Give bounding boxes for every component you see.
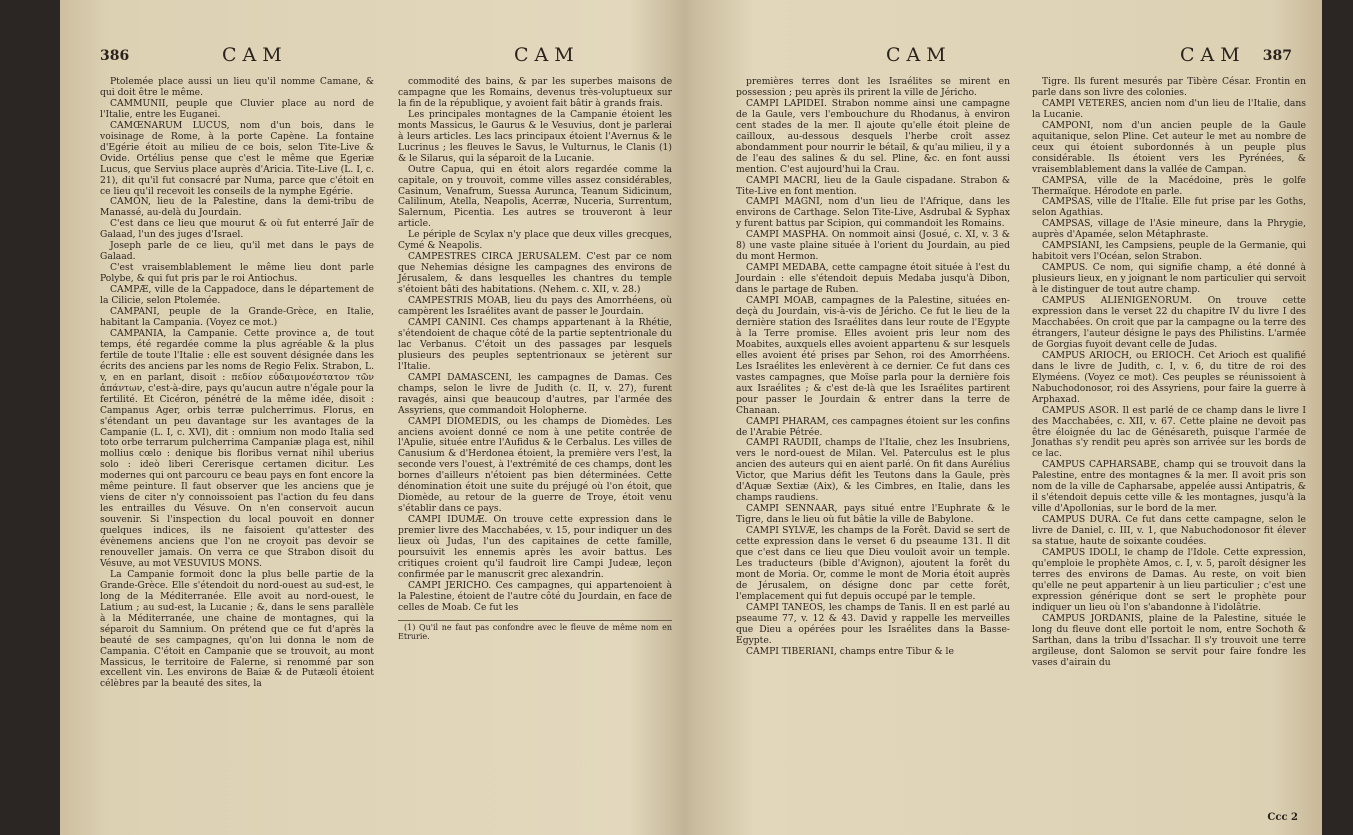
entry-paragraph: CAMPUS CAPHARSABE, champ qui se trouvoit dans la Palestine, entre des montagnes & la mer. Il avoit pris son nom de la ville de Capharsabe, appelée aussi Antipatris, & il s'étendoit depuis cette ville & les montagnes, jusqu'à la ville d'Apollonias, sur le bord de la mer. (1032, 459, 1306, 515)
entry-paragraph: Les principales montagnes de la Campanie étoient les monts Massicus, le Gaurus & le Vesuvius, dont je parlerai à leurs articles. Les lacs principaux étoient l'Avernus & le Lucrinus ; les fleuves le Savus, le Vulturnus, le Clanis (1) & le Silarus, qui la séparoit de la Lucanie. (398, 108, 672, 164)
entry-paragraph: CAMPUS DURA. Ce fut dans cette campagne, selon le livre de Daniel, c. III, v. 1, que Nabuchodonosor fit élever sa statue, haute de soixante coudées. (1032, 514, 1306, 548)
entry-paragraph: CAMPI MOAB, campagnes de la Palestine, situées en-deçà du Jourdain, vis-à-vis de Jéricho. Ce fut le lieu de la dernière station des Israélites dans leur route de l'Egypte à la Terre promise. Elles avoient pris leur nom des Moabites, auxquels elles avoient appartenu & sur lesquels elles avoient été prises par Sehon, roi des Amorrhéens. Les Israélites les enlevèrent à ce dernier. Ce fut dans ces vastes campagnes, que Moïse parla pour la dernière fois aux Israélites ; & c'est de-là que les Israélites partirent pour passer le Jourdain & entrer dans la terre de Chanaan. (736, 295, 1010, 416)
entry-paragraph: CAMPUS ASOR. Il est parlé de ce champ dans le livre I des Macchabées, c. XII, v. 67. Cette plaine ne devoit pas être éloignée du lac de Génésareth, puisque l'armée de Jonathas s'y rendit peu après son arrivée sur les bords de ce lac. (1032, 404, 1306, 460)
right-page-column-2 (1032, 77, 1306, 668)
entry-paragraph: CAMPI SYLVÆ, les champs de la Forêt. David se sert de cette expression dans le verset 6 du pseaume 131. Il dit que c'est dans ce lieu que Dieu vouloit avoir un temple. Les traducteurs (bible d'Avignon), ajoutent la forêt du mont de Moria. Or, comme le mont de Moria étoit auprès de Jérusalem, on désigne donc par cette forêt, l'emplacement qui fut depuis occupé par le temple. (736, 525, 1010, 602)
entry-paragraph: CAMPUS IDOLI, le champ de l'Idole. Cette expression, qu'emploie le prophète Amos, c. I, v. 5, paroît désigner les terres des environs de Damas. Au reste, on voit bien qu'elle ne peut appartenir à un lieu particulier ; c'est une expression générique dont se sert le prophète pour indiquer un lieu où l'on s'abandonne à l'idolâtrie. (1032, 546, 1306, 613)
entry-paragraph: CAMPI MASPHA. On nommoit ainsi (Josué, c. XI, v. 3 & 8) une vaste plaine située à l'orient du Jourdain, au pied du mont Hermon. (736, 229, 1010, 263)
signature-mark: Ccc 2 (1267, 812, 1298, 823)
entry-paragraph: CAMPSAS, ville de l'Italie. Elle fut prise par les Goths, selon Agathias. (1032, 196, 1306, 219)
entry-paragraph: CAMPSAS, village de l'Asie mineure, dans la Phrygie, auprès d'Apamée, selon Métaphraste. (1032, 218, 1306, 241)
page-number-right: 387 (1262, 48, 1292, 64)
entry-paragraph: CAMPESTRES CIRCA JERUSALEM. C'est par ce nom que Nehemias désigne les campagnes des environs de Jérusalem, & dans lesquelles les chantres du temple s'étoient bâti des habitations. (Nehem. c. XII, v. 28.) (398, 251, 672, 296)
entry-paragraph: CAMPI TANEOS, les champs de Tanis. Il en est parlé au pseaume 77, v. 12 & 43. David y rappelle les merveilles que Dieu a opérées pour les Israélites dans la Basse-Egypte. (736, 601, 1010, 646)
running-head-left-col2: CAM (514, 44, 580, 66)
entry-paragraph: CAMPI DAMASCENI, les campagnes de Damas. Ces champs, selon le livre de Judith (c. II, v. 27), furent ravagés, ainsi que beaucoup d'autres, par l'armée des Assyriens, que commandoit Holopherne. (398, 371, 672, 416)
entry-paragraph: CAMPI DIOMEDIS, ou les champs de Diomèdes. Les anciens avoient donné ce nom à une petite contrée de l'Apulie, située entre l'Aufidus & le Cerbalus. Les villes de Canusium & d'Herdonea étoient, la première vers l'est, la seconde vers l'ouest, à l'extrémité de ces champs, dont les bornes d'ailleurs n'étoient pas bien déterminées. Cette dénomination étoit une suite du préjugé où l'on étoit, que Diomède, au retour de la guerre de Troye, étoit venu s'établir dans ce pays. (398, 415, 672, 515)
running-head-right-col1: CAM (886, 44, 952, 66)
entry-paragraph: La Campanie formoit donc la plus belle partie de la Grande-Grèce. Elle s'étendoit du nord-ouest au sud-est, le long de la Méditerranée. Elle avoit au nord-ouest, le Latium ; au sud-est, la Lucanie ; &, dans le sens parallèle à la Méditerranée, une chaine de montagnes, qui la séparoit du Samnium. On prétend que ce fut d'après la beauté de ses campagnes, qu'on lui donna le nom de Campania. C'étoit en Campanie que se trouvoit, au mont Massicus, le territoire de Falerne, si renommé par son excellent vin. Les environs de Baiæ & de Putæoli étoient célèbres par la beauté des sites, la (100, 568, 374, 690)
entry-paragraph: CAMPI TIBERIANI, champs entre Tibur & le (746, 645, 954, 657)
entry-paragraph: CAMPANIA, la Campanie. Cette province a, de tout temps, été regardée comme la plus agréable & la plus fertile de toute l'Italie : elle est souvent désignée dans les écrits des anciens par les noms de Regio Felix. Strabon, L. v, en en parlant, disoit : πεδίον εὐδαιμονέστατον τῶν ἁπάντων, c'est-à-dire, pays qu'aucun autre n'égale pour la fertilité. Et Cicéron, pénétré de la même idée, disoit : Campanus Ager, orbis terræ pulcherrimus. Florus, en s'étendant un peu davantage sur les avantages de la Campanie (L. I, c. XVI), dit : omnium non modo Italia sed toto orbe terrarum pulcherrima Campaniæ plaga est, nihil mollius cœlo : denique bis floribus vernat nihil uberius solo : ideò liberi Cererisque certamen dicitur. Les modernes qui ont parcouru ce beau pays en font encore la même peinture. Il faut observer que les anciens que je viens de citer n'y connoissoient pas l'action du feu dans les entrailles du Vésuve. On n'en conservoit aucun souvenir. Si l'inspection du local pouvoit en donner quelques indices, ils ne faisoient qu'attester des évènemens anciens que l'on ne croyoit pas devoir se renouveller jamais. On verra ce que Strabon disoit du Vésuve, au mot VESUVIUS MONS. (100, 327, 374, 569)
entry-paragraph: CAMPUS JORDANIS, plaine de la Palestine, située le long du fleuve dont elle portoit le nom, entre Sochoth & Sarthan, dans la tribu d'Issachar. Il s'y trouvoit une terre argileuse, dont Salomon se servit pour faire fondre les vases d'airain du (1032, 612, 1306, 668)
footnote (398, 620, 672, 642)
entry-paragraph: CAMPI MAGNI, nom d'un lieu de l'Afrique, dans les environs de Carthage. Selon Tite-Live, Asdrubal & Syphax y furent battus par Scipion, qui commandoit les Romains. (736, 196, 1010, 230)
entry-paragraph: commodité des bains, & par les superbes maisons de campagne que les Romains, devenus très-voluptueux sur la fin de la république, y avoient fait bâtir à grands frais. (398, 76, 672, 109)
entry-paragraph: CAMON, lieu de la Palestine, dans la demi-tribu de Manassé, au-delà du Jourdain. (100, 196, 374, 219)
entry-paragraph: CAMPÆ, ville de la Cappadoce, dans le département de la Cilicie, selon Ptolemée. (100, 284, 374, 307)
entry-paragraph: CAMPI MEDABA, cette campagne étoit située à l'est du Jourdain : elle s'étendoit depuis Medaba jusqu'à Dibon, dans le partage de Ruben. (736, 262, 1010, 296)
entry-paragraph: CAMMUNII, peuple que Cluvier place au nord de l'Italie, entre les Euganei. (100, 97, 374, 120)
entry-paragraph: CAMPI LAPIDEI. Strabon nomme ainsi une campagne de la Gaule, vers l'embouchure du Rhodanus, à environ cent stades de la mer. Il ajoute qu'elle étoit pleine de cailloux, au-dessous desquels l'herbe croît assez abondamment pour nourrir le bétail, & qu'au milieu, il y a de l'eau des salines & du sel. Pline, &c. en font aussi mention. C'est aujourd'hui la Crau. (736, 97, 1010, 175)
entry-paragraph: CAMPSA, ville de la Macédoine, près le golfe Thermaïque. Hérodote en parle. (1032, 174, 1306, 197)
entry-paragraph: CAMPUS ARIOCH, ou ERIOCH. Cet Arioch est qualifié dans le livre de Judith, c. I, v. 6, du titre de roi des Elyméens. (Voyez ce mot). Ces peuples se réunissoient à Nabuchodonosor, roi des Assyriens, pour faire la guerre à Arphaxad. (1032, 349, 1306, 405)
right-page (736, 40, 1322, 835)
entry-paragraph: Joseph parle de ce lieu, qu'il met dans le pays de Galaad. (100, 240, 374, 263)
entry-paragraph: CAMPI IDUMÆ. On trouve cette expression dans le premier livre des Macchabées, v. 15, pour indiquer un des lieux où Judas, l'un des capitaines de cette famille, poursuivit les ennemis après les avoir battus. Les critiques croient qu'il faudroit lire Campi Judeæ, leçon confirmée par le manuscrit grec alexandrin. (398, 514, 672, 580)
page-number-left: 386 (100, 48, 130, 64)
entry-paragraph: CAMPESTRIS MOAB, lieu du pays des Amorrhéens, où campèrent les Israélites avant de passer le Jourdain. (398, 295, 672, 318)
entry-paragraph: CAMPANI, peuple de la Grande-Grèce, en Italie, habitant la Campania. (Voyez ce mot.) (100, 306, 374, 328)
entry-paragraph: CAMPI CANINI. Ces champs appartenant à la Rhétie, s'étendoient de chaque côté de la partie septentrionale du lac Verbanus. C'étoit un des passages par lesquels plusieurs des peuples septentrionaux se jetèrent sur l'Italie. (398, 316, 672, 372)
entry-paragraph: Ptolemée place aussi un lieu qu'il nomme Camane, & qui doit être le même. (100, 76, 374, 98)
entry-paragraph: CAMŒNARUM LUCUS, nom d'un bois, dans le voisinage de Rome, à la porte Capène. La fontaine d'Egérie étoit au milieu de ce bois, selon Tite-Live & Ovide. Ortélius pense que c'est le même que Egeriæ Lucus, que Servius place auprès d'Aricia. Tite-Live (L. I, c. 21), dit qu'il fut consacré par Numa, parce que c'étoit en ce lieu qu'il recevoit les conseils de la nymphe Egérie. (100, 119, 374, 197)
entry-paragraph: CAMPI PHARAM, ces campagnes étoient sur les confins de l'Arabie Pétrée. (736, 415, 1010, 438)
entry-paragraph: CAMPUS ALIENIGENORUM. On trouve cette expression dans le verset 22 du chapitre IV du livre I des Macchabées. On croit que par la campagne ou la terre des étrangers, l'auteur désigne le pays des Philistins. L'armée de Gorgias fuyoit devant celle de Judas. (1032, 295, 1306, 350)
entry-paragraph: CAMPI MACRI, lieu de la Gaule cispadane. Strabon & Tite-Live en font mention. (736, 174, 1010, 197)
right-page-column-1 (736, 77, 1010, 658)
entry-paragraph: Le périple de Scylax n'y place que deux villes grecques, Cymé & Neapolis. (398, 229, 672, 252)
entry-paragraph: C'est dans ce lieu que mourut & où fut enterré Jaïr de Galaad, l'un des juges d'Israel. (100, 218, 374, 241)
entry-paragraph: CAMPI SENNAAR, pays situé entre l'Euphrate & le Tigre, dans le lieu où fut bâtie la ville de Babylone. (736, 503, 1010, 526)
entry-paragraph: Outre Capua, qui en étoit alors regardée comme la capitale, on y trouvoit, comme villes assez considérables, Casinum, Venafrum, Suessa Aurunca, Teanum Sidicinum, Calilinum, Atella, Neapolis, Acerræ, Nuceria, Surrentum, Salernum, Picentia. Les autres se trouveront à leur article. (398, 163, 672, 230)
entry-paragraph: CAMPI JERICHO. Ces campagnes, qui appartenoient à la Palestine, étoient de l'autre côté du Jourdain, en face de celles de Moab. Ce fut les (398, 579, 672, 613)
open-book (60, 0, 1322, 835)
footnote-text: (1) Qu'il ne faut pas confondre avec le fleuve de même nom en Etrurie. (398, 622, 672, 642)
running-head-right-col2: CAM (1180, 44, 1246, 66)
entry-paragraph: CAMPI VETERES, ancien nom d'un lieu de l'Italie, dans la Lucanie. (1032, 97, 1306, 120)
entry-paragraph: C'est vraisemblablement le même lieu dont parle Polybe, & qui fut pris par le roi Antiochus. (100, 262, 374, 285)
left-page-column-1 (100, 77, 374, 690)
left-page-column-2 (398, 77, 672, 642)
entry-paragraph: CAMPI RAUDII, champs de l'Italie, chez les Insubriens, vers le nord-ouest de Milan. Vel. Paterculus est le plus ancien des auteurs qui en aient parlé. On fit dans Aurélius Victor, que Marius défit les Teutons dans la Gaule, près d'Aquæ Sextiæ (Aix), & les Cimbres, en Italie, dans les champs raudiens. (736, 437, 1010, 504)
entry-paragraph: Tigre. Ils furent mesurés par Tibère César. Frontin en parle dans son livre des colonies. (1032, 76, 1306, 98)
entry-paragraph: CAMPUS. Ce nom, qui signifie champ, a été donné à plusieurs lieux, en y joignant le nom particulier qui servoit à le distinguer de tout autre champ. (1032, 262, 1306, 296)
entry-paragraph: premières terres dont les Israélites se mirent en possession ; peu après ils prirent la ville de Jéricho. (736, 76, 1010, 98)
entry-paragraph: CAMPSIANI, les Campsiens, peuple de la Germanie, qui habitoit vers l'Océan, selon Strabon. (1032, 240, 1306, 263)
running-head-left-col1: CAM (222, 44, 288, 66)
entry-paragraph: CAMPONI, nom d'un ancien peuple de la Gaule aquitanique, selon Pline. Cet auteur le met au nombre de ceux qui étoient subordonnés à un peuple plus considérable. Ils étoient vers les Pyrénées, & vraisemblablement dans la vallée de Campan. (1032, 119, 1306, 175)
left-page (100, 40, 685, 835)
